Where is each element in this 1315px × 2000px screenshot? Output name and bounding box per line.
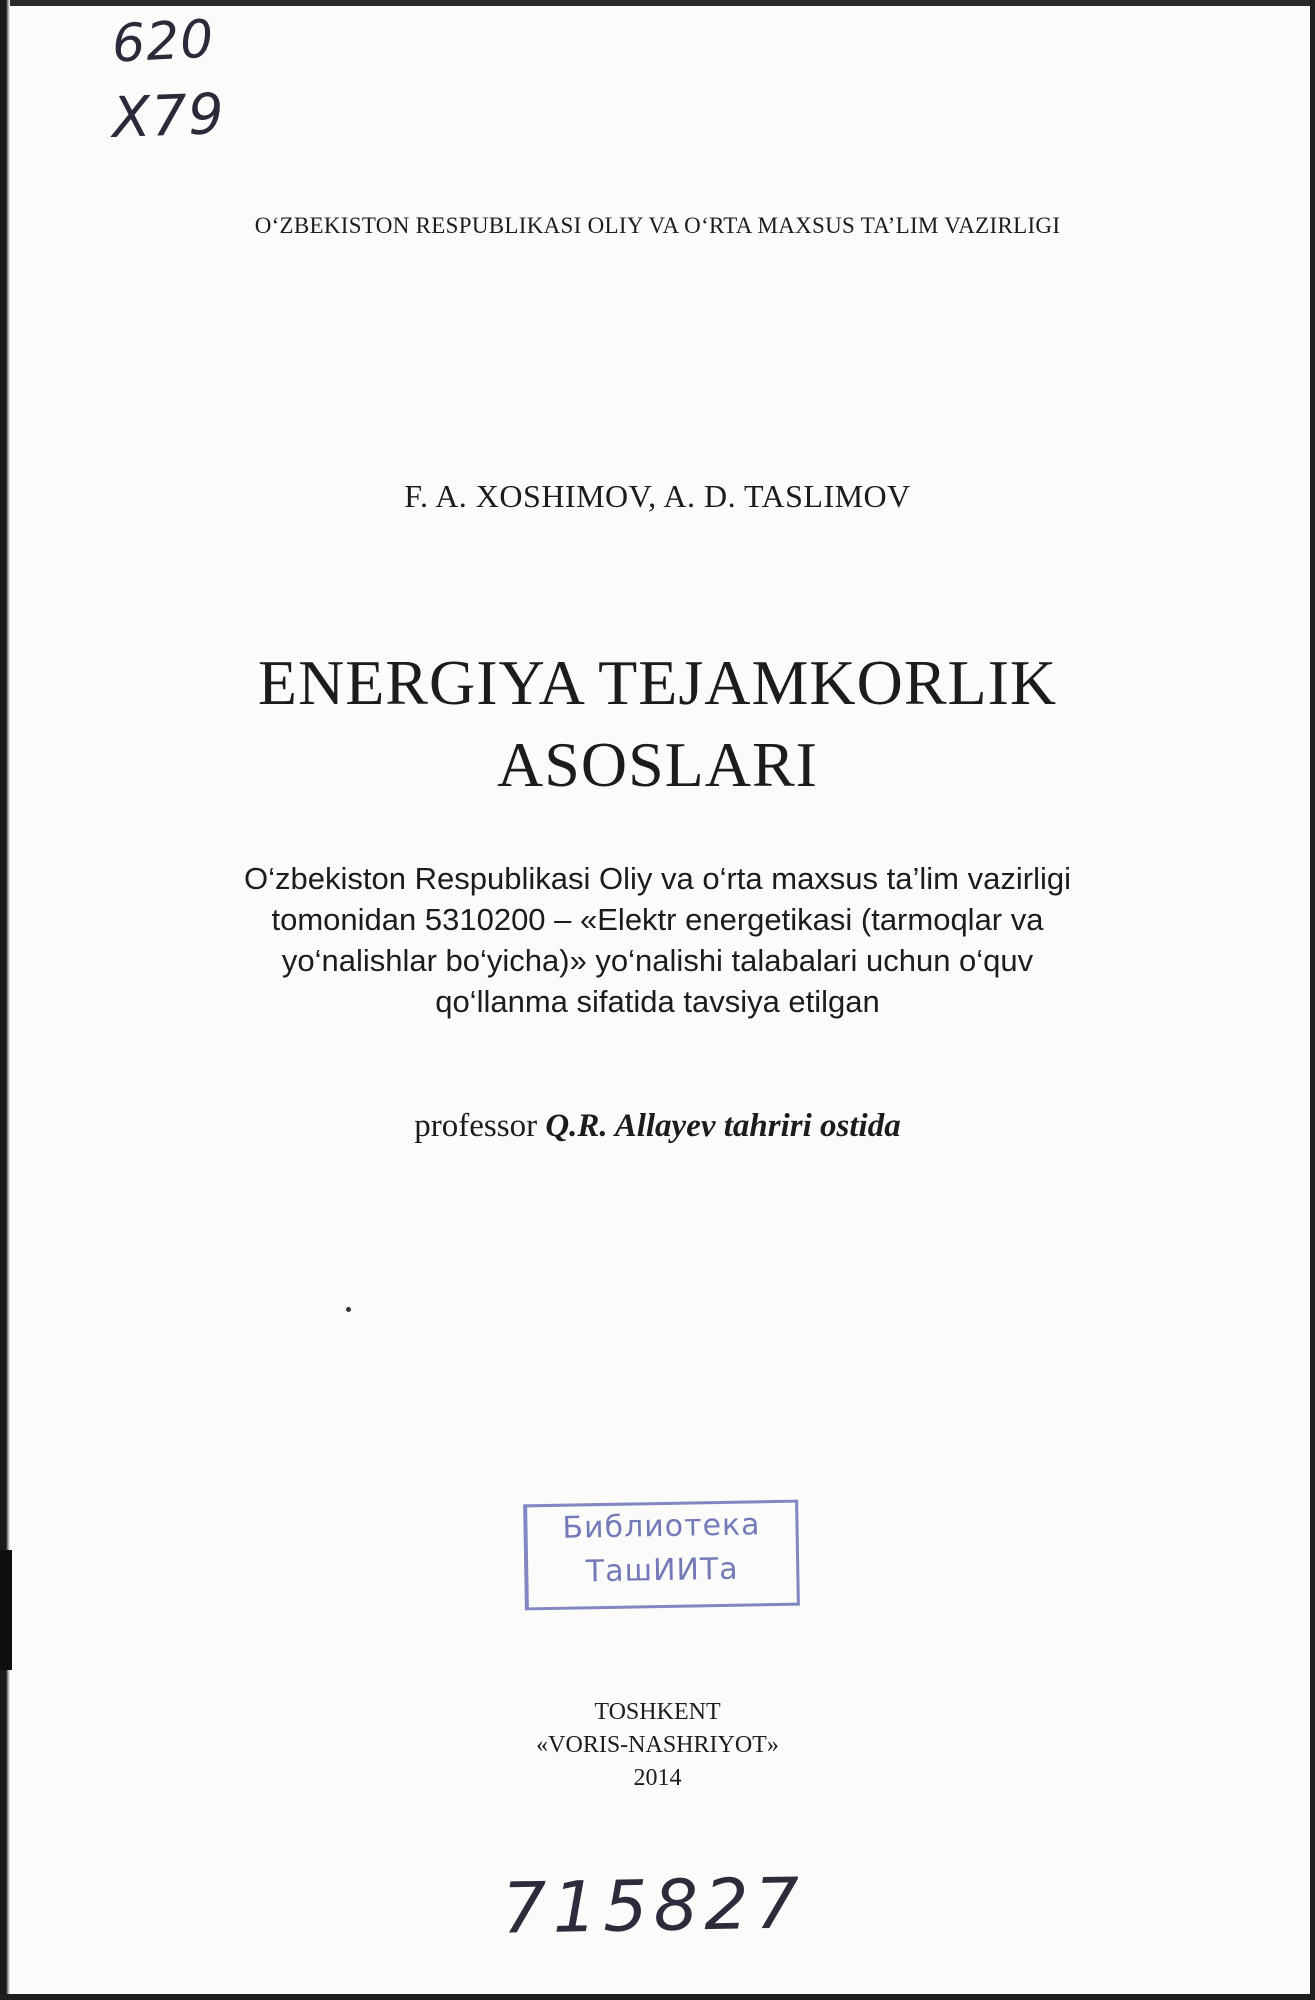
inventory-number-text: 715827 bbox=[501, 1862, 806, 1950]
print-speck bbox=[346, 1307, 351, 1312]
approval-description-line-2: tomonidan 5310200 – «Elektr energetikasi (tarmoqlar va bbox=[271, 902, 1044, 937]
editor-prefix: professor bbox=[414, 1108, 538, 1144]
ministry-heading: O‘ZBEKISTON RESPUBLIKASI OLIY VA O‘RTA MAXSUS TA’LIM VAZIRLIGI bbox=[254, 213, 1061, 238]
imprint-block bbox=[0, 1696, 1315, 1795]
scan-edge-mark bbox=[0, 1550, 12, 1670]
scan-edge-top bbox=[0, 0, 1315, 6]
library-stamp-line-1: Библиотека bbox=[562, 1507, 761, 1546]
handwritten-classification-code: 620 bbox=[110, 9, 216, 75]
book-title-line-1: ENERGIYA TEJAMKORLIK bbox=[257, 647, 1058, 718]
approval-description-line-3: yo‘nalishlar bo‘yicha)» yo‘nalishi talabalari uchun o‘quv bbox=[281, 943, 1034, 978]
editor-line bbox=[0, 1108, 1315, 1145]
imprint-publisher: «VORIS-NASHRIYOT» bbox=[536, 1732, 779, 1758]
handwritten-inventory-number bbox=[0, 1862, 1315, 1950]
imprint-year: 2014 bbox=[633, 1765, 682, 1791]
scan-edge-bottom bbox=[0, 1994, 1315, 2000]
library-stamp-line-2: ТашИИТа bbox=[585, 1551, 739, 1590]
book-title bbox=[0, 642, 1315, 806]
approval-description bbox=[0, 858, 1315, 1022]
approval-description-line-1: O‘zbekiston Respublikasi Oliy va o‘rta maxsus ta’lim vazirligi bbox=[244, 861, 1071, 896]
imprint-city: TOSHKENT bbox=[594, 1699, 721, 1725]
handwritten-author-code: X79 bbox=[110, 82, 226, 151]
authors-line: F. A. XOSHIMOV, A. D. TASLIMOV bbox=[404, 478, 911, 514]
library-stamp bbox=[523, 1500, 800, 1611]
editor-name: Q.R. Allayev tahriri ostida bbox=[545, 1108, 901, 1144]
approval-description-line-4: qo‘llanma sifatida tavsiya etilgan bbox=[435, 984, 880, 1019]
book-title-line-2: ASOSLARI bbox=[497, 729, 818, 800]
